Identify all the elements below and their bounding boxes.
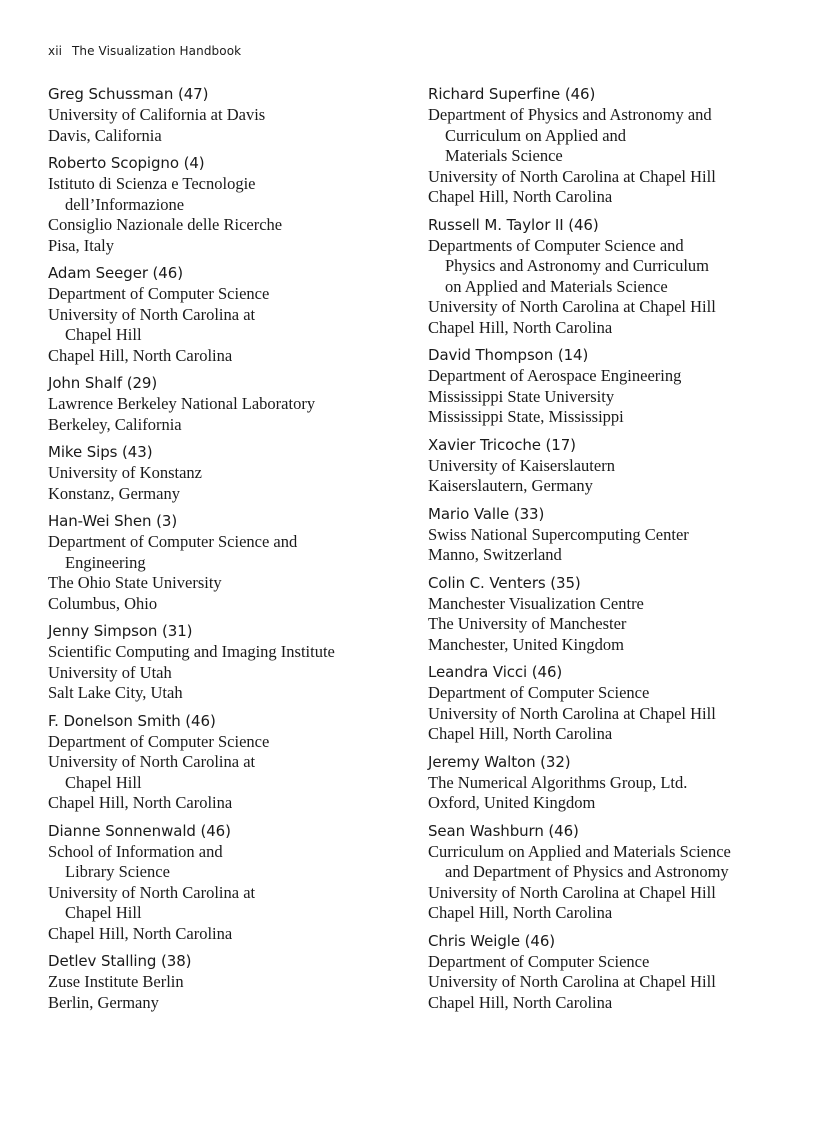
affiliation-line: dell’Informazione [65, 194, 185, 214]
affiliation-line: Chapel Hill [65, 772, 142, 792]
affiliation-line: Chapel Hill, North Carolina [428, 317, 613, 337]
contributor-entry [428, 345, 788, 428]
affiliation-line: Scientific Computing and Imaging Institute [48, 642, 335, 661]
page-number: xii [48, 44, 63, 58]
affiliation-line: Materials Science [445, 146, 563, 165]
right-column [428, 84, 788, 1020]
affiliation-line: Konstanz, Germany [48, 483, 180, 503]
affiliation-line: Pisa, Italy [48, 235, 114, 255]
affiliation-line: Manno, Switzerland [428, 545, 562, 564]
contributor-entry [428, 752, 788, 814]
affiliation-line: Department of Computer Science [428, 683, 650, 702]
contributor-entry [428, 573, 788, 656]
affiliation-line: Department of Computer Science [428, 951, 650, 971]
affiliation-line: Library Science [65, 862, 170, 881]
affiliation-line: Oxford, United Kingdom [428, 793, 596, 812]
affiliation-line: Department of Computer Science and [48, 532, 298, 551]
affiliation-line: The Numerical Algorithms Group, Ltd. [428, 772, 688, 792]
left-column [48, 84, 408, 1020]
affiliation-line: School of Information and [48, 841, 223, 861]
affiliation-line: Chapel Hill, North Carolina [428, 992, 613, 1012]
affiliation-line: Chapel Hill [65, 325, 142, 344]
affiliation-line: Chapel Hill, North Carolina [428, 724, 613, 743]
affiliation-line: University of North Carolina at [48, 752, 256, 771]
affiliation-line: Kaiserslautern, Germany [428, 476, 593, 495]
running-header [48, 44, 241, 58]
affiliation-line: Chapel Hill [65, 903, 142, 922]
affiliation-line: Engineering [65, 552, 146, 572]
affiliation-line: Davis, California [48, 125, 162, 145]
affiliation-line: Department of Physics and Astronomy and [428, 105, 712, 124]
contributor-name: Han-Wei Shen (3) [48, 512, 178, 530]
contributor-entry [428, 215, 788, 339]
affiliation-line: Curriculum on Applied and Materials Science [428, 841, 731, 861]
contributor-entry [48, 951, 408, 1013]
affiliation-line: Berlin, Germany [48, 992, 159, 1012]
affiliation-line: Departments of Computer Science and [428, 235, 684, 255]
affiliation-line: Chapel Hill, North Carolina [48, 345, 233, 365]
affiliation-line: University of North Carolina at [48, 882, 256, 902]
contributor-entry [428, 435, 788, 497]
affiliation-line: Zuse Institute Berlin [48, 972, 184, 991]
affiliation-line: Lawrence Berkeley National Laboratory [48, 394, 316, 413]
affiliation-line: Chapel Hill, North Carolina [48, 923, 233, 943]
contributor-entry [48, 442, 408, 504]
contributor-entry [48, 263, 408, 366]
contributor-name: John Shalf (29) [48, 374, 158, 392]
affiliation-line: Manchester Visualization Centre [428, 593, 644, 613]
contributor-entry [48, 373, 408, 435]
affiliation-line: Salt Lake City, Utah [48, 683, 183, 702]
affiliation-line: University of North Carolina at Chapel Hill [428, 882, 716, 902]
affiliation-line: University of California at Davis [48, 105, 266, 124]
contributor-name: Greg Schussman (47) [48, 85, 209, 103]
contributor-entry [428, 504, 788, 566]
affiliation-line: Berkeley, California [48, 414, 182, 434]
contributor-entry [428, 931, 788, 1014]
contributor-name: Colin C. Venters (35) [428, 573, 581, 592]
contributor-entry [48, 153, 408, 256]
affiliation-line: The University of Manchester [428, 614, 627, 633]
affiliation-line: University of North Carolina at Chapel Hill [428, 703, 716, 723]
contributor-name: F. Donelson Smith (46) [48, 711, 216, 730]
affiliation-line: Physics and Astronomy and Curriculum [445, 256, 709, 275]
contributor-name: Detlev Stalling (38) [48, 952, 192, 970]
affiliation-line: The Ohio State University [48, 573, 222, 592]
affiliation-line: University of Utah [48, 662, 172, 682]
contributor-name: Xavier Tricoche (17) [428, 435, 576, 454]
affiliation-line: Mississippi State University [428, 386, 615, 406]
affiliation-line: Columbus, Ohio [48, 593, 158, 613]
affiliation-line: University of North Carolina at Chapel Hill [428, 166, 716, 186]
contributor-entry [428, 662, 788, 745]
contributor-entry [428, 821, 788, 924]
contributor-name: Jenny Simpson (31) [48, 622, 193, 640]
contributor-name: Roberto Scopigno (4) [48, 154, 205, 172]
contributor-name: Richard Superfine (46) [428, 85, 596, 103]
affiliation-line: Chapel Hill, North Carolina [48, 793, 233, 812]
affiliation-line: Istituto di Scienza e Tecnologie [48, 174, 256, 193]
contributor-name: Jeremy Walton (32) [428, 752, 571, 771]
affiliation-line: on Applied and Materials Science [445, 276, 668, 296]
contributor-entry [48, 621, 408, 704]
affiliation-line: Chapel Hill, North Carolina [428, 187, 613, 206]
affiliation-line: University of Kaiserslautern [428, 455, 615, 475]
affiliation-line: University of North Carolina at Chapel Hill [428, 972, 716, 991]
contributor-name: Chris Weigle (46) [428, 931, 556, 950]
contributor-name: Leandra Vicci (46) [428, 663, 563, 681]
affiliation-line: Consiglio Nazionale delle Ricerche [48, 215, 283, 234]
book-title: The Visualization Handbook [72, 44, 242, 58]
affiliation-line: Swiss National Supercomputing Center [428, 524, 689, 544]
contributor-entry [48, 711, 408, 814]
affiliation-line: University of North Carolina at [48, 304, 256, 324]
contributor-entry [428, 84, 788, 208]
contributor-name: Mario Valle (33) [428, 504, 545, 523]
contributor-name: Russell M. Taylor II (46) [428, 215, 599, 234]
affiliation-line: University of Konstanz [48, 463, 202, 482]
affiliation-line: and Department of Physics and Astronomy [445, 862, 729, 881]
affiliation-line: Mississippi State, Mississippi [428, 407, 624, 426]
contributor-name: Adam Seeger (46) [48, 264, 183, 282]
affiliation-line: Chapel Hill, North Carolina [428, 903, 613, 922]
contributor-name: David Thompson (14) [428, 346, 589, 364]
affiliation-line: Department of Computer Science [48, 284, 270, 303]
affiliation-line: Curriculum on Applied and [445, 125, 627, 145]
affiliation-line: Department of Computer Science [48, 731, 270, 751]
contributor-name: Dianne Sonnenwald (46) [48, 821, 231, 840]
contributor-entry [48, 821, 408, 945]
contributor-name: Sean Washburn (46) [428, 821, 579, 840]
contributor-name: Mike Sips (43) [48, 443, 153, 461]
affiliation-line: University of North Carolina at Chapel Hill [428, 297, 716, 316]
affiliation-line: Department of Aerospace Engineering [428, 366, 682, 385]
affiliation-line: Manchester, United Kingdom [428, 634, 624, 654]
contributor-entry [48, 511, 408, 614]
contributor-entry [48, 84, 408, 146]
